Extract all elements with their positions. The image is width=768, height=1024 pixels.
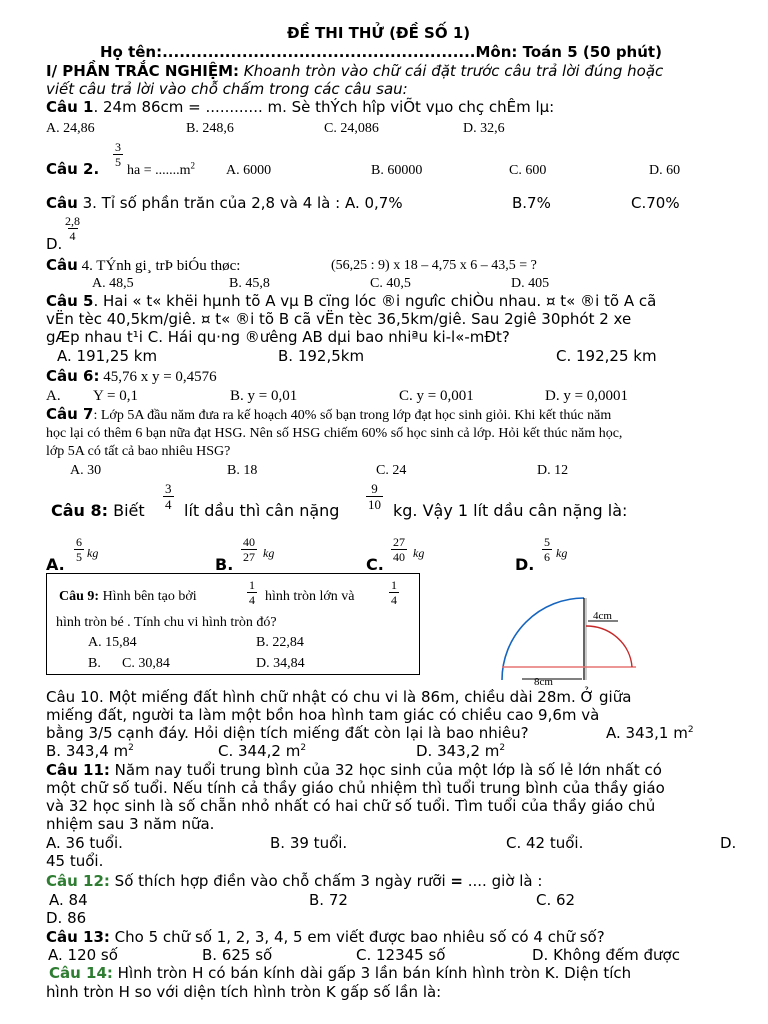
q12-text2: .... giờ là :: [462, 872, 543, 890]
q8-option-b-unit: kg: [263, 546, 275, 560]
q8-t3: kg. Vậy 1 lít dầu cân nặng là:: [393, 501, 628, 520]
q9-t2: hình tròn lớn và: [265, 589, 355, 604]
q1-option-b[interactable]: B. 248,6: [186, 121, 234, 136]
q11-line3: và 32 học sinh là số chẵn nhỏ nhất có hai chữ số tuổi. Tìm tuổi của thầy giáo chủ: [46, 797, 656, 815]
q11-option-c[interactable]: C. 42 tuổi.: [506, 834, 584, 852]
q8-option-d-label[interactable]: D.: [515, 555, 535, 574]
q5-option-a[interactable]: A. 191,25 km: [57, 347, 158, 365]
q10-c-sup: 2: [300, 743, 307, 753]
q9-label: Câu 9:: [59, 589, 100, 604]
q3-option-d-fraction: [63, 214, 82, 243]
q13-option-b[interactable]: B. 625 số: [202, 946, 273, 964]
q9-f2-num: 1: [391, 578, 397, 592]
q9-option-a[interactable]: A. 15,84: [88, 635, 137, 650]
q14-label: Câu 14:: [49, 964, 113, 982]
big-quarter-arc: [502, 598, 584, 680]
q5-option-b[interactable]: B. 192,5km: [278, 347, 365, 365]
q9-t1: Hình bên tạo bởi: [99, 589, 197, 604]
q8-d-den: 6: [544, 550, 550, 564]
q11-option-d[interactable]: D.: [720, 834, 737, 852]
q10-b-sup: 2: [128, 743, 134, 753]
q12-option-b[interactable]: B. 72: [309, 891, 348, 909]
q2-text-main: ha = .......m: [127, 163, 191, 178]
q2-text: [127, 162, 195, 179]
q8-option-a-label[interactable]: A.: [46, 555, 65, 574]
q8-c-den: 40: [393, 550, 405, 564]
q12-label: Câu 12:: [46, 872, 110, 890]
q2-sup: 2: [190, 160, 195, 171]
q8-text-1: [51, 502, 145, 519]
q6-option-c[interactable]: C. y = 0,001: [399, 388, 474, 404]
q2-option-c[interactable]: C. 600: [509, 163, 547, 178]
q8-b-num: 40: [243, 535, 255, 549]
q12-option-a[interactable]: A. 84: [49, 891, 88, 909]
q5-option-c[interactable]: C. 192,25 km: [556, 347, 657, 365]
q11-option-d-continued: 45 tuổi.: [46, 852, 104, 870]
q8-f1-den: 4: [165, 497, 172, 512]
q8-f2-den: 10: [368, 497, 381, 512]
q2-option-a[interactable]: A. 6000: [226, 163, 272, 178]
q3-text: 3. Tỉ số phần trăn của 2,8 và 4 là : A. 0,7%: [77, 194, 403, 212]
q7-option-a[interactable]: A. 30: [70, 463, 102, 478]
q8-a-den: 5: [76, 550, 82, 564]
q8-option-c-unit: kg: [413, 546, 425, 560]
question-1: [46, 99, 554, 116]
q10-option-d[interactable]: [416, 743, 505, 760]
q9-big-radius-label: 8cm: [534, 676, 553, 688]
instruction-text-2: viết câu trả lời vào chỗ chấm trong các câu sau:: [46, 80, 408, 98]
q13-text: Cho 5 chữ số 1, 2, 3, 4, 5 em viết được bao nhiêu số có 4 chữ số?: [109, 928, 605, 946]
q9-option-d[interactable]: D. 34,84: [256, 656, 305, 671]
q8-b-den: 27: [243, 550, 255, 564]
q10-a-text: A. 343,1 m: [606, 724, 688, 742]
q12-option-c[interactable]: C. 62: [536, 891, 576, 909]
q7-line2: học lại có thêm 6 bạn nữa đạt HSG. Nên số HSG chiếm 60% số học sinh cả lớp. Hỏi kết thúc năm học,: [46, 426, 623, 441]
q2-label: Câu 2.: [46, 160, 100, 178]
q8-t1: Biết: [108, 501, 145, 520]
q6-option-b[interactable]: B. y = 0,01: [230, 388, 298, 404]
q3-label: Câu: [46, 194, 78, 212]
q9-option-b[interactable]: B. 22,84: [256, 635, 304, 650]
q4-option-a[interactable]: A. 48,5: [92, 276, 134, 291]
q8-option-a-fraction: [74, 535, 84, 564]
question-7: [46, 406, 611, 424]
q8-label: Câu 8:: [51, 501, 109, 520]
page-title: ĐỀ THI THỬ (ĐỀ SỐ 1): [287, 24, 471, 42]
q6-label: Câu 6:: [46, 367, 100, 385]
q2-fraction: [113, 140, 123, 169]
q11-line2: một chữ số tuổi. Nếu tính cả thầy giáo chủ nhiệm thì tuổi trung bình của thầy giáo: [46, 779, 665, 797]
q5-line1: . Hai « t« khëi hµnh tõ A vµ B cïng lóc ®i ngưîc chiÒu nhau. ¤ t« ®i tõ A cã: [93, 292, 657, 310]
q8-option-b-fraction: [241, 535, 257, 564]
q8-fraction-1: [163, 481, 174, 512]
name-subject-line: Họ tên:.......................................................Môn: Toán 5 (50 phút): [100, 43, 662, 61]
q13-option-d[interactable]: D. Không đếm được: [532, 946, 680, 964]
q9-fraction-2: [389, 578, 399, 607]
q9-f1-den: 4: [249, 593, 255, 607]
q14-line1: Hình tròn H có bán kính dài gấp 3 lần bán kính hình tròn K. Diện tích: [112, 964, 632, 982]
q11-label: Câu 11:: [46, 761, 110, 779]
q3-option-b[interactable]: B.7%: [512, 194, 551, 212]
question-6: [46, 368, 217, 386]
q10-option-b[interactable]: [46, 743, 134, 760]
q11-option-a[interactable]: A. 36 tuổi.: [46, 834, 123, 852]
q9-text-1: [59, 588, 197, 605]
q8-fraction-2: [366, 481, 383, 512]
q10-line3: bằng 3/5 cạnh đáy. Hỏi diện tích miếng đất còn lại là bao nhiêu?: [46, 724, 529, 742]
question-12: [46, 873, 542, 890]
q12-equals: =: [450, 872, 463, 890]
q8-c-num: 27: [393, 535, 405, 549]
q11-line1: Năm nay tuổi trung bình của 32 học sinh của một lớp là số lẻ lớn nhất có: [109, 761, 662, 779]
instruction-text-1: Khoanh tròn vào chữ cái đặt trước câu trả lời đúng hoặc: [239, 62, 664, 80]
q8-option-d-unit: kg: [556, 546, 568, 560]
q7-option-b[interactable]: B. 18: [227, 463, 258, 478]
q4-option-b[interactable]: B. 45,8: [229, 276, 270, 291]
q9-option-c[interactable]: C. 30,84: [122, 656, 170, 671]
question-5: [46, 293, 656, 310]
q7-option-d[interactable]: D. 12: [537, 463, 569, 478]
question-13: [46, 929, 605, 946]
q10-line1: Câu 10. Một miếng đất hình chữ nhật có chu vi là 86m, chiều dài 28m. Ở giữa: [46, 688, 632, 706]
q6-option-a[interactable]: Y = 0,1: [93, 388, 138, 404]
q3-option-d-label[interactable]: D.: [46, 235, 63, 253]
q8-d-num: 5: [544, 535, 550, 549]
q10-d-sup: 2: [499, 743, 506, 753]
q8-option-a-unit: kg: [87, 546, 99, 560]
q4-expression: (56,25 : 9) x 18 – 4,75 x 6 – 43,5 = ?: [331, 258, 537, 273]
q13-label: Câu 13:: [46, 928, 110, 946]
q9-small-radius-label: 4cm: [593, 610, 612, 622]
q5-line3: gÆp nhau t¹i C. Hái qu·ng ®ưêng AB dµi bao nhiªu ki-l«-mÐt?: [46, 328, 510, 346]
q7-line3: lớp 5A có tất cả bao nhiêu HSG?: [46, 444, 231, 459]
q8-option-d-fraction: [542, 535, 552, 564]
q9-fraction-1: [247, 578, 257, 607]
q4-option-d[interactable]: D. 405: [511, 276, 550, 291]
q2-frac-num: 3: [115, 140, 121, 154]
q8-f2-num: 9: [371, 481, 378, 496]
q6-option-d[interactable]: D. y = 0,0001: [545, 388, 629, 404]
q6-option-a-label[interactable]: A.: [46, 388, 61, 404]
q12-text: Số thích hợp điền vào chỗ chấm 3 ngày rưỡi: [109, 872, 451, 890]
q9-option-c-prefix: B.: [88, 656, 101, 671]
q2-option-d[interactable]: D. 60: [649, 163, 681, 178]
q13-option-c[interactable]: C. 12345 số: [356, 946, 446, 964]
question-4: [46, 257, 240, 275]
q3-d-den: 4: [69, 229, 76, 243]
question-14: [49, 965, 631, 982]
q9-line2: hình tròn bé . Tính chu vi hình tròn đó?: [56, 615, 277, 630]
q3-option-c[interactable]: C.70%: [631, 194, 680, 212]
q8-option-c-fraction: [391, 535, 407, 564]
q7-line1: : Lớp 5A đầu năm đưa ra kế hoạch 40% số bạn trong lớp đạt học sinh giỏi. Khi kết thúc năm: [93, 408, 612, 423]
section-heading: I/ PHẦN TRẮC NGHIỆM:: [46, 62, 240, 80]
q1-option-d[interactable]: D. 32,6: [463, 121, 505, 136]
q5-line2: vËn tèc 40,5km/giê. ¤ t« ®i tõ B cã vËn tèc 36,5km/giê. Sau 2giê 30phót 2 xe: [46, 310, 632, 328]
q4-option-c[interactable]: C. 40,5: [370, 276, 411, 291]
q10-a-sup: 2: [687, 725, 694, 735]
q13-option-a[interactable]: A. 120 số: [48, 946, 118, 964]
q8-f1-num: 3: [165, 481, 172, 496]
q8-a-num: 6: [76, 535, 82, 549]
q2-frac-den: 5: [115, 155, 121, 169]
q10-line2: miếng đất, người ta làm một bồn hoa hình tam giác có chiều cao 9,6m và: [46, 706, 600, 724]
q7-label: Câu 7: [46, 405, 94, 423]
q3-d-num: 2,8: [65, 214, 80, 228]
q8-option-b-label[interactable]: B.: [215, 555, 234, 574]
q12-option-d[interactable]: D. 86: [46, 909, 87, 927]
q8-option-c-label[interactable]: C.: [366, 555, 384, 574]
q11-line4: nhiệm sau 3 năm nữa.: [46, 815, 215, 833]
q2-option-b[interactable]: B. 60000: [371, 163, 423, 178]
q10-d-text: D. 343,2 m: [416, 742, 500, 760]
question-11: [46, 762, 662, 779]
q4-text: 4. TÝnh gi¸ trÞ biÓu thøc:: [77, 258, 241, 274]
q10-option-c[interactable]: [218, 743, 306, 760]
q10-b-text: B. 343,4 m: [46, 742, 129, 760]
q1-option-a[interactable]: A. 24,86: [46, 121, 95, 136]
q7-option-c[interactable]: C. 24: [376, 463, 407, 478]
q9-f1-num: 1: [249, 578, 255, 592]
q14-line2: hình tròn H so với diện tích hình tròn K gấp số lần là:: [46, 983, 442, 1001]
question-3: [46, 195, 403, 212]
q1-text: . 24m 86cm = ............ m. Sè thÝch hîp viÕt vµo chç chÊm lµ:: [93, 98, 555, 116]
q4-label: Câu: [46, 256, 78, 274]
q10-option-a[interactable]: [606, 725, 694, 742]
q9-f2-den: 4: [391, 593, 397, 607]
section-instruction: [46, 63, 663, 80]
q10-c-text: C. 344,2 m: [218, 742, 301, 760]
q8-t2: lít dầu thì cân nặng: [184, 501, 340, 520]
small-quarter-arc: [586, 626, 632, 667]
q6-text: 45,76 x y = 0,4576: [99, 369, 217, 385]
q5-label: Câu 5: [46, 292, 94, 310]
q1-label: Câu 1: [46, 98, 94, 116]
q1-option-c[interactable]: C. 24,086: [324, 121, 379, 136]
q9-quarter-circles-figure: [490, 588, 650, 688]
q11-option-b[interactable]: B. 39 tuổi.: [270, 834, 348, 852]
